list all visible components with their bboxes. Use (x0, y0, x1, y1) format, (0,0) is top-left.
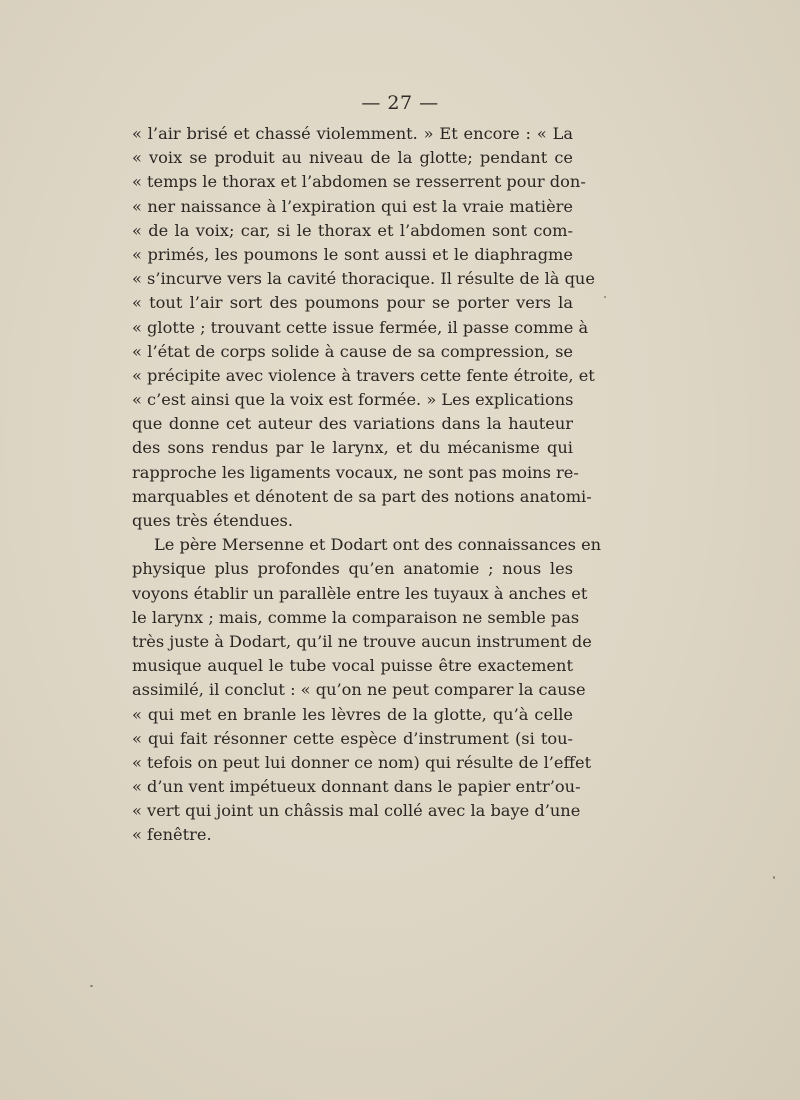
text-line: musique auquel le tube vocal puisse être exactement (132, 656, 573, 676)
text-line: « s’incurve vers la cavité thoracique. Il résulte de là que (132, 269, 595, 289)
body-text (132, 122, 602, 848)
text-line: ques très étendues. (132, 511, 294, 530)
text-line: « d’un vent impétueux donnant dans le papier entr’ou- (132, 777, 581, 797)
text-line: « précipite avec violence à travers cette fente étroite, et (132, 365, 595, 385)
page-number: — 27 — (361, 92, 439, 114)
text-line: « de la voix; car, si le thorax et l’abdomen sont com- (132, 220, 573, 240)
text-line: « voix se produit au niveau de la glotte; pendant ce (132, 148, 573, 168)
text-line: « primés, les poumons le sont aussi et le diaphragme (132, 244, 573, 264)
text-line: « temps le thorax et l’abdomen se resserrent pour don- (132, 172, 586, 192)
text-line: très juste à Dodart, qu’il ne trouve aucun instrument de (132, 631, 592, 651)
text-line: rapproche les ligaments vocaux, ne sont pas moins re- (132, 462, 579, 482)
text-line: « tefois on peut lui donner ce nom) qui résulte de l’effet (132, 752, 592, 772)
text-line: physique plus profondes qu’en anatomie ; nous les (132, 559, 573, 579)
text-line: que donne cet auteur des variations dans la hauteur (132, 414, 573, 434)
paper-speck (773, 876, 775, 879)
text-line: « l’air brisé et chassé violemment. » Et encore : « La (132, 124, 573, 143)
paper-speck (90, 985, 93, 987)
text-line: « qui met en branle les lèvres de la glotte, qu’à celle (132, 704, 573, 724)
text-line: « glotte ; trouvant cette issue fermée, il passe comme à (132, 317, 589, 337)
text-line: voyons établir un parallèle entre les tuyaux à anches et (132, 583, 588, 603)
text-line: le larynx ; mais, comme la comparaison ne semble pas (132, 607, 580, 627)
paper-speck (604, 296, 606, 298)
text-line: « vert qui joint un châssis mal collé avec la baye d’une (132, 801, 581, 821)
text-line: « tout l’air sort des poumons pour se porter vers la (132, 293, 573, 313)
text-line: « c’est ainsi que la voix est formée. » Les explications (132, 390, 574, 410)
text-line: « fenêtre. (132, 825, 212, 845)
text-line: « qui fait résonner cette espèce d’instrument (si tou- (132, 728, 573, 748)
text-line: des sons rendus par le larynx, et du mécanisme qui (132, 438, 573, 458)
text-line: marquables et dénotent de sa part des notions anatomi- (132, 486, 592, 506)
text-line: Le père Mersenne et Dodart ont des connaissances en (154, 535, 602, 555)
text-line: assimilé, il conclut : « qu’on ne peut comparer la cause (132, 680, 586, 700)
text-line: « ner naissance à l’expiration qui est la vraie matière (132, 196, 573, 216)
text-line: « l’état de corps solide à cause de sa compression, se (132, 341, 573, 361)
